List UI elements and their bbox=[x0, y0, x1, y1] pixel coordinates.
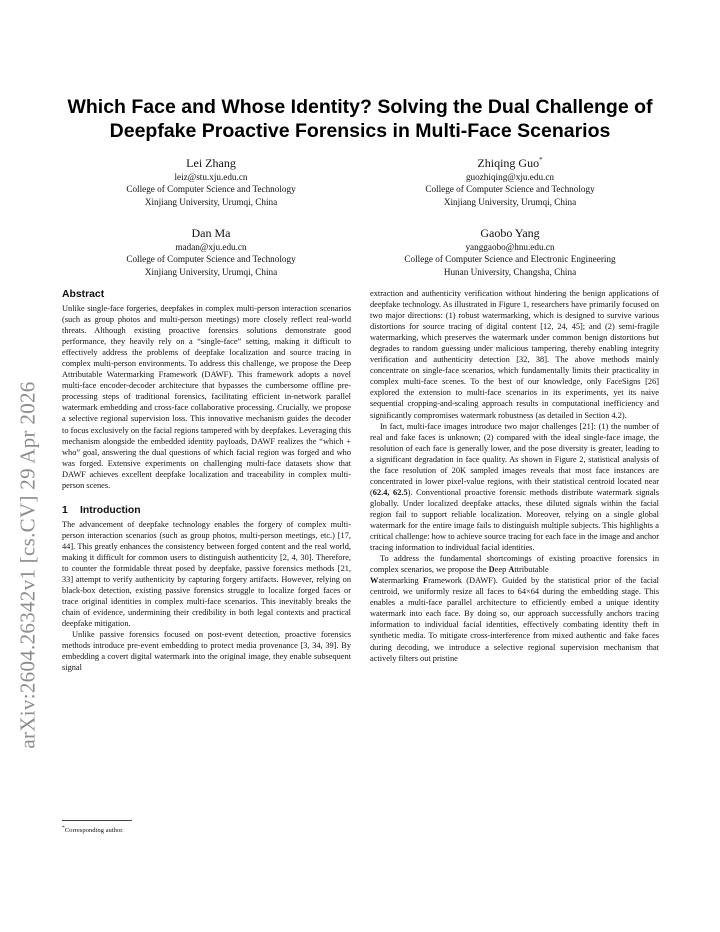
author-dept: College of Computer Science and Technology bbox=[126, 184, 296, 195]
author-dept: College of Computer Science and Technology bbox=[425, 184, 595, 195]
author-dept: College of Computer Science and Electronic Engineering bbox=[404, 254, 616, 265]
author-name: Gaobo Yang bbox=[480, 226, 540, 240]
right-column bbox=[370, 288, 659, 664]
author-inst: Xinjiang University, Urumqi, China bbox=[144, 266, 278, 277]
abstract-heading: Abstract bbox=[62, 289, 105, 300]
footnote-rule bbox=[62, 820, 132, 821]
title-line-1: Which Face and Whose Identity? Solving the Dual Challenge of bbox=[67, 96, 653, 118]
introduction-heading: 1 Introduction bbox=[62, 504, 141, 516]
author-block-3 bbox=[61, 222, 361, 278]
author-name: Lei Zhang bbox=[186, 156, 236, 170]
author-block-4 bbox=[360, 222, 660, 278]
intro-paragraph-2: Unlike passive forensics focused on post-event detection, proactive forensics methods introduce pre-event embedding to protect media provenance [3, 34, 39]. By embedding a covert digital watermark into the original image, they enable subsequent signal bbox=[62, 630, 351, 673]
author-dept: College of Computer Science and Technology bbox=[126, 254, 296, 265]
abstract-text: Unlike single-face forgeries, deepfakes in complex multi-person interaction scenarios (such as group photos and multi-person meetings) more closely reflect real-world threats. Although existing proactive forensics solutions demonstrate good performance, they heavily rely on a “single-face” setting, making it difficult to effectively address the problems of deepfake localization and source tracing in complex multi-person environments. To address this challenge, we propose the Deep Attributable Watermarking Framework (DAWF). This framework adopts a novel multi-face encoder-decoder architecture that bypasses the cumbersome offline pre-processing steps of traditional forensics, facilitating efficient in-network parallel watermark embedding and cross-face collaborative processing. Crucially, we propose a selective regional supervision loss. This innovative mechanism guides the decoder to focus exclusively on the facial regions tampered with by deepfakes. Leveraging this mechanism alongside the embedded identity payloads, DAWF realizes the “which + who” goal, answering the dual questions of which facial region was forged and who was forged. Extensive experiments on challenging multi-face datasets show that DAWF achieves excellent deepfake localization and traceability in complex multi-person scenes. bbox=[62, 304, 351, 490]
author-name: Dan Ma bbox=[191, 226, 231, 240]
author-block-1 bbox=[61, 152, 361, 208]
author-block-2 bbox=[360, 152, 660, 208]
intro-paragraph-1: The advancement of deepfake technology enables the forgery of complex multi-person interaction scenarios (such as group photos, multi-person meetings, etc.) [17, 44]. This greatly enhances the consistency between forged content and the real world, making it difficult for common users to distinguish authenticity [2, 4, 30]. Therefore, to counter the formidable threat posed by deepfake, passive forensics methods [21, 33] attempt to verify authenticity by capturing forgery artifacts. However, relying on black-box detection, existing passive forensics struggle to localize forged faces or trace original identities in complex multi-face scenarios. This inevitably breaks the chain of evidence, undermining their credibility in both legal contexts and practical deepfake mitigation. bbox=[62, 519, 351, 629]
author-email: guozhiqing@xju.edu.cn bbox=[465, 172, 555, 182]
footnote: *Corresponding author. bbox=[62, 825, 124, 835]
centroid-value: 62.4, 62.5 bbox=[372, 487, 408, 497]
author-email: madan@xju.edu.cn bbox=[175, 242, 247, 252]
right-paragraph-2: In fact, multi-face images introduce two major challenges [21]: (1) the number of real and fake faces is unknown; (2) compared with the ideal single-face image, the resolution of each face is generally lower, and the pose diversity is greater, leading to a significant degradation in face quality. As shown in Figure 2, statistical analysis of the face resolution of 20K sampled images reveals that most face instances are concentrated in lower pixel-value regions, with their statistical centroid located near (62.4, 62.5). Conventional proactive forensic methods distribute watermark signals globally. Under localized deepfake attacks, these diluted signals within the facial region fail to support reliable localization. Moreover, relying on a single global watermark for the entire image fails to distinguish multiple subjects. This highlights a critical challenge: how to achieve source tracing for each face in the image and anchor tracing information to individual facial identities. bbox=[370, 421, 659, 553]
title-line-2: Deepfake Proactive Forensics in Multi-Face Scenarios bbox=[109, 120, 611, 142]
right-paragraph-3: To address the fundamental shortcomings of existing proactive forensics in complex scenarios, we propose the Deep Attributable Watermarking Framework (DAWF). Guided by the statistical prior of the facial centroid, we uniformly resize all faces to 64×64 during the embedding stage. This enables a multi-face parallel architecture to efficiently embed a unique identity watermark into each face. By doing so, our approach successfully anchors tracing information to individual facial identities, effectively combating identity theft in synthetic media. To mitigate cross-interference from mixed authentic and fake faces during decoding, we introduce a selective regional supervision mechanism that actively filters out pristine bbox=[370, 554, 659, 663]
left-column bbox=[62, 288, 351, 673]
author-inst: Xinjiang University, Urumqi, China bbox=[443, 196, 577, 207]
author-inst: Hunan University, Changsha, China bbox=[443, 266, 577, 277]
author-email: yanggaobo@hnu.edu.cn bbox=[465, 242, 555, 252]
author-inst: Xinjiang University, Urumqi, China bbox=[144, 196, 278, 207]
corresponding-mark: * bbox=[539, 156, 543, 164]
right-paragraph-1: extraction and authenticity verification without hindering the benign applications of deepfake technology. As illustrated in Figure 1, researchers have primarily focused on two major directions: (1) robust watermarking, which is designed to survive various distortions for source tracing of digital content [12, 24, 45]; and (2) semi-fragile watermarking, which preserves the watermark under common benign distortions but degrades to random guessing under malicious tampering, thereby enabling integrity verification and authenticity detection [32, 38]. The above methods mainly concentrate on single-face scenarios, which fundamentally limits their practicality in complex multi-face scenes. To the best of our knowledge, only FaceSigns [26] explored the extension to multi-face scenarios in its experiments, yet its naive sequential cropping-and-scaling approach results in computational inefficiency and significantly compromises watermark robustness (as detailed in Section 4.2). bbox=[370, 289, 659, 420]
author-name: Zhiqing Guo* bbox=[477, 156, 543, 170]
paper-title bbox=[60, 95, 660, 143]
arxiv-identifier: arXiv:2604.26342v1 [cs.CV] 29 Apr 2026 bbox=[15, 381, 40, 749]
author-email: leiz@stu.xju.edu.cn bbox=[174, 172, 248, 182]
